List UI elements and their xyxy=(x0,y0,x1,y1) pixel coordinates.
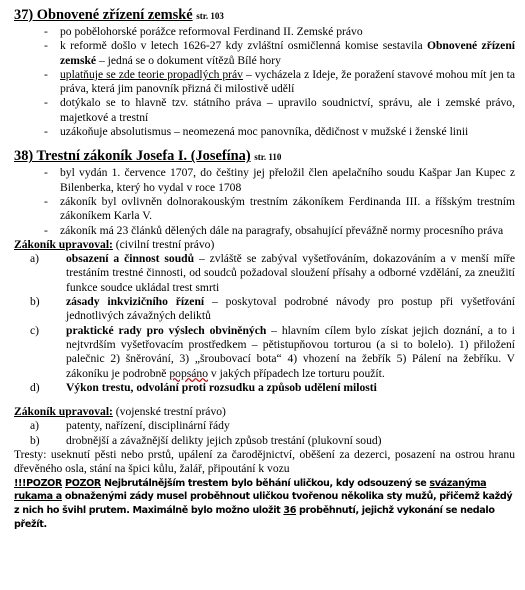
section-38-title: 38) Trestní zákoník Josefa I. (Josefína) xyxy=(14,148,251,165)
warning-paragraph: !!!POZOR POZOR Nejbrutálnějším trestem bylo běhání uličkou, kdy odsouzený se svázanýma rukama a obnaženými zády musel proběhnout uličkou tvořenou několika sty mužů, přičemž každý z nich ho švihl prutem. Maximálně bylo možno uložit 36 proběhnutí, jejichž vykonání se nedalo přežít. xyxy=(14,477,513,530)
punishments-paragraph: Tresty: useknutí pěsti nebo prstů, upálení za čarodějnictví, oběšení za dezerci, posazení na ostrou hranu dřevěného osla, stání na špici kůlu, žalář, připoutání k vozu xyxy=(14,448,515,476)
civil-law-heading: Zákoník upravoval: (civilní trestní právo) xyxy=(14,237,215,251)
warning-label: !!!POZOR xyxy=(14,477,63,489)
list-item: - uplatňuje se zde teorie propadlých práv – vycházela z Ideje, že poražení stavové mohou mít jen ta práva, která jim panovník přizná či milostivě udělí xyxy=(44,68,515,97)
list-item: - byl vydán 1. července 1707, do češtiny jej přeložil člen apelačního soudu Kašpar Jan Kupec z Bilenberka, který ho vydal v roce 1708 xyxy=(44,166,515,195)
civil-law-list xyxy=(14,252,515,395)
list-item: - k reformě došlo v letech 1626-27 kdy zvláštní osmičlenná komise sestavila Obnovené zřízení zemské – jedná se o dokument vítězů Bílé hory xyxy=(44,39,515,68)
list-item: b) drobnější a závažnější delikty jejich způsob trestání (plukovní soud) xyxy=(30,433,382,447)
spacer xyxy=(14,395,515,405)
list-item: d) Výkon trestu, odvolání proti rozsudku a způsob udělení milosti xyxy=(30,380,377,394)
section-38-list xyxy=(14,166,515,237)
list-item: - dotýkalo se to hlavně tzv. státního práva – upravilo soudnictví, správu, ale i zemské právo, majetkové a trestní xyxy=(44,96,515,125)
military-law-heading: Zákoník upravoval: (vojenské trestní právo) xyxy=(14,405,226,419)
section-38-page-ref: str. 110 xyxy=(254,152,282,163)
list-item: - zákoník má 23 článků dělených dále na paragrafy, obsahující převážně normy procesního práva xyxy=(44,224,515,238)
list-item: - po pobělohorské porážce reformoval Ferdinand II. Zemské právo xyxy=(44,25,515,39)
list-item: - uzákoňuje absolutismus – neomezená moc panovníka, dědičnost v mužské i ženské linii xyxy=(44,125,515,139)
section-38-heading xyxy=(14,147,515,166)
section-37-list xyxy=(14,25,515,139)
list-item: a) patenty, nařízení, disciplinární řády xyxy=(30,419,230,433)
military-law-list xyxy=(14,419,515,448)
list-item: - zákoník byl ovlivněn dolnorakouským trestním zákoníkem Ferdinanda III. a říšským trestním zákoníkem Karla V. xyxy=(44,195,515,224)
section-37-page-ref: str. 103 xyxy=(196,11,224,21)
list-item: c) praktické rady pro výslech obviněných – hlavním cílem bylo získat jejich doznání, a to i nejtvrdším vyšetřovacím prostředkem – pětistupňovou torturou (a si to bolelo). 1) přiložení palečnic 2) šněrování, 3) „šroubovací bota“ 4) vhození na žebřík 5) Pálení na žebříku. V zákoníku je podrobně popsáno v jakých případech lze torturu použít. xyxy=(30,323,515,380)
list-item: a) obsazení a činnost soudů – zvláště se zabýval vyšetřováním, dokazováním a v menší míře trestáním trestné činnosti, od soudců požadoval sloužení přísahy a odborné vzdělání, za zneužití funkce soudce ukládal trest smrti xyxy=(30,252,515,294)
section-37-title: 37) Obnovené zřízení zemské xyxy=(14,7,193,23)
list-item: b) zásady inkvizičního řízení – poskytoval podrobné návody pro postup při vyšetřování jednotlivých závažných deliktů xyxy=(30,295,515,323)
section-37-heading xyxy=(14,6,515,25)
